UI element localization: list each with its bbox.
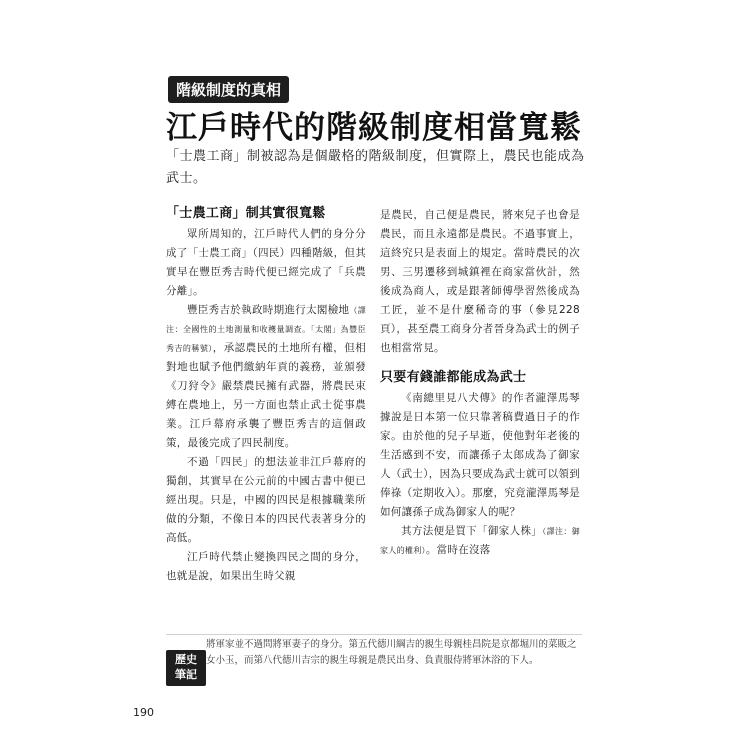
translator-note-2: （譯注：御家人的權利） — [380, 527, 581, 555]
history-note-label — [166, 650, 206, 686]
left-paragraph-2a: 豐臣秀吉於執政時期進行太閣檢地 — [187, 304, 350, 316]
left-column — [166, 204, 366, 586]
left-paragraph-1: 眾所周知的，江戶時代人們的身分分成了「士農工商」（四民）四種階級，但其實早在豐臣秀吉時代便已經完成了「兵農分離」。 — [166, 228, 366, 297]
history-note-label-line1: 歷史 — [175, 653, 197, 666]
page-subtitle: 「士農工商」制被認為是個嚴格的階級制度，但實際上，農民也能成為武士。 — [166, 149, 585, 186]
page-number: 190 — [133, 706, 154, 719]
right-paragraph-3 — [380, 522, 580, 560]
right-paragraph-3a: 其方法便是買下「御家人株」 — [401, 525, 543, 537]
sidenote-divider — [166, 634, 582, 635]
history-note-text: 將軍家並不過問將軍妻子的身分。第五代德川綱吉的親生母親桂昌院是京都堀川的菜販之女小玉，而第八代德川吉宗的親生母親是農民出身、負責服侍將軍沐浴的下人。 — [206, 639, 577, 666]
right-paragraph-1: 是農民，自己便是農民，將來兒子也會是農民，而且永遠都是農民。不過事實上，這終究只是表面上的規定。當時農民的次男、三男遷移到城鎮裡在商家當伙計，然後成為商人，或是跟著師傅學習然後成為工匠，並不是什麼稀奇的事（參見228頁），甚至農工商身分者晉身為武士的例子也相當常見。 — [380, 209, 580, 354]
right-paragraph-3b: 。當時在沒落 — [425, 544, 491, 556]
left-paragraph-3: 不過「四民」的想法並非江戶幕府的獨創，其實早在公元前的中國古書中便已經出現。只是，中國的四民是根據職業所做的分類，不像日本的四民代表著身分的高低。 — [166, 456, 366, 544]
translator-note-1: （譯注：全國性的土地測量和收穫量調查。「太閣」為豐臣秀吉的稱號） — [166, 306, 366, 353]
right-heading: 只要有錢誰都能成為武士 — [380, 370, 527, 385]
left-paragraph-2 — [166, 301, 366, 453]
right-paragraph-2: 《南總里見八犬傳》的作者瀧澤馬琴據說是日本第一位只靠著稿費過日子的作家。由於他的兒子早逝，使他對年老後的生活感到不安，而讓孫子太郎成為了御家人（武士），因為只要成為武士就可以領到俸祿（定期收入）。那麼，究竟瀧澤馬琴是如何讓孫子成為御家人的呢？ — [380, 392, 580, 518]
left-paragraph-2b: ，承認農民的土地所有權，但相對地也賦予他們繳納年貢的義務，並頒發《刀狩令》嚴禁農民擁有武器，將農民束縛在農地上，另一方面也禁止武士從事農業。江戶幕府承襲了豐臣秀吉的這個政策，最後完成了四民制度。 — [166, 342, 366, 449]
section-badge: 階級制度的真相 — [168, 76, 289, 103]
history-note-label-line2: 筆記 — [175, 668, 197, 681]
page-title: 江戶時代的階級制度相當寬鬆 — [166, 110, 582, 146]
left-paragraph-4: 江戶時代禁止變換四民之間的身分，也就是說，如果出生時父親 — [166, 551, 366, 582]
left-heading: 「士農工商」制其實很寬鬆 — [166, 206, 326, 221]
right-column — [380, 206, 580, 560]
